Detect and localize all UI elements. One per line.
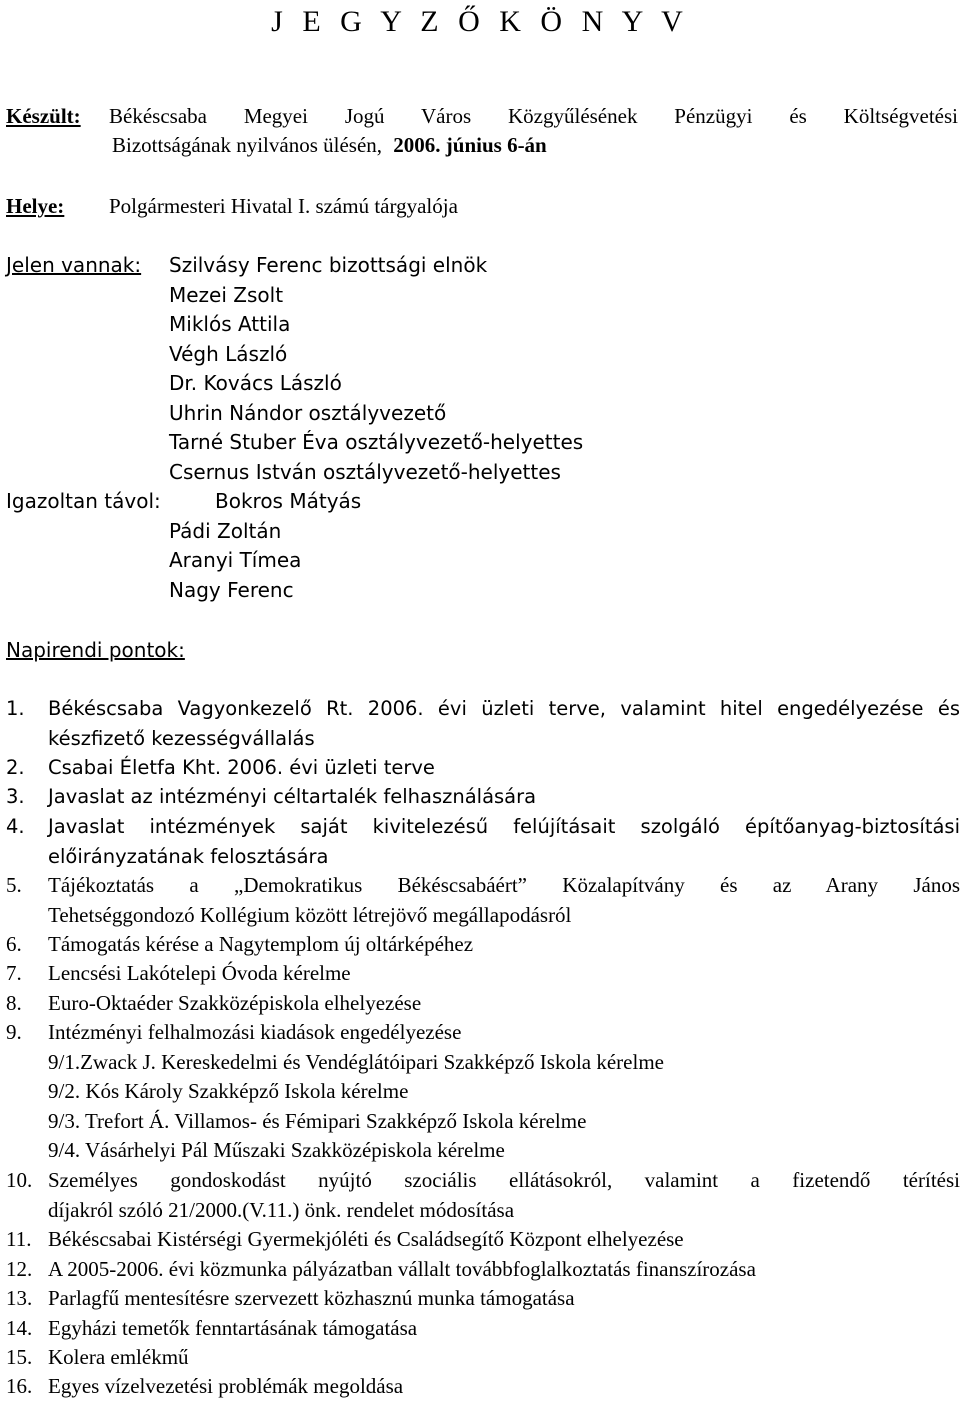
agenda-item-number: 1. [6,697,25,720]
agenda-item-number: 3. [6,785,25,808]
agenda-item-text: Támogatás kérése a Nagytemplom új oltárképéhez [48,932,474,956]
agenda-subitem: 9/1.Zwack J. Kereskedelmi és Vendéglátóipari Szakképző Iskola kérelme [48,1050,664,1074]
agenda-item-number: 14. [6,1316,33,1340]
meeting-date: 2006. június 6-án [393,133,547,157]
absent-member: Bokros Mátyás [215,489,362,513]
agenda-item-text: Személyes gondoskodást nyújtó szociális ellátásokról, valamint a fizetendő térítési [48,1168,960,1192]
keszult-line2 [112,131,547,161]
agenda-item-number: 7. [6,961,22,985]
agenda-item-text: A 2005-2006. évi közmunka pályázatban vállalt továbbfoglalkoztatás finanszírozása [48,1257,756,1281]
agenda-item-number: 11. [6,1227,32,1251]
present-member: Dr. Kovács László [169,371,342,395]
agenda-item [6,694,960,754]
helye-label: Helye: [6,194,65,218]
agenda-item-text: Békéscsaba Vagyonkezelő Rt. 2006. évi üzleti terve, valamint hitel engedélyezése és [48,697,960,720]
agenda-item-text: Intézményi felhalmozási kiadások engedélyezése [48,1020,462,1044]
agenda-item-number: 15. [6,1345,33,1369]
agenda-item-text: Lencsési Lakótelepi Óvoda kérelme [48,961,351,985]
agenda-item-number: 2. [6,756,25,779]
agenda-item-text: Csabai Életfa Kht. 2006. évi üzleti terve [48,756,435,779]
absent-member: Pádi Zoltán [169,519,282,543]
agenda-item-number: 4. [6,815,25,838]
agenda-item-text: Egyházi temetők fenntartásának támogatása [48,1316,418,1340]
keszult-label: Készült: [6,104,81,128]
agenda-item-text: előirányzatának felosztására [48,844,329,868]
present-member: Miklós Attila [169,312,291,336]
agenda-item-number: 8. [6,991,22,1015]
agenda-item-number: 16. [6,1374,33,1398]
agenda-item-text: készfizető kezességvállalás [48,726,315,750]
present-member: Mezei Zsolt [169,283,284,307]
helye-value: Polgármesteri Hivatal I. számú tárgyalója [109,194,458,218]
agenda-item-text: Euro-Oktaéder Szakközépiskola elhelyezése [48,991,422,1015]
agenda-item-number: 13. [6,1286,33,1310]
agenda-item-text: Parlagfű mentesítésre szervezett közhasznú munka támogatása [48,1286,575,1310]
agenda-item-text: díjakról szóló 21/2000.(V.11.) önk. rendelet módosítása [48,1197,515,1222]
jelen-label: Jelen vannak: [6,253,142,277]
absent-member: Aranyi Tímea [169,548,302,572]
present-member: Szilvásy Ferenc bizottsági elnök [169,253,488,277]
agenda-subitem: 9/2. Kós Károly Szakképző Iskola kérelme [48,1079,409,1103]
agenda-item-text: Javaslat intézmények saját kivitelezésű felújításait szolgáló építőanyag-biztosítási [48,815,960,838]
agenda-subitem: 9/4. Vásárhelyi Pál Műszaki Szakközépiskola kérelme [48,1138,505,1162]
tavol-label: Igazoltan távol: [6,489,161,513]
napirend-label: Napirendi pontok: [6,638,185,662]
agenda-item-text: Tehetséggondozó Kollégium között létrejövő megállapodásról [48,902,572,927]
agenda-item-number: 10. [6,1168,33,1192]
agenda-item-number: 12. [6,1257,33,1281]
present-member: Uhrin Nándor osztályvezető [169,401,447,425]
agenda-item-number: 5. [6,873,22,897]
agenda-item-text: Békéscsabai Kistérségi Gyermekjóléti és Családsegítő Központ elhelyezése [48,1227,684,1251]
agenda-item-text: Javaslat az intézményi céltartalék felhasználására [48,785,537,808]
absent-member: Nagy Ferenc [169,578,294,602]
present-member: Végh László [169,342,288,366]
agenda-item-text: Egyes vízelvezetési problémák megoldása [48,1374,404,1398]
present-member: Tarné Stuber Éva osztályvezető-helyettes [169,430,584,454]
agenda-item-number: 6. [6,932,22,956]
keszult-line2-prefix: Bizottságának nyilvános ülésén, [112,133,383,157]
keszult-line1: Békéscsaba Megyei Jogú Város Közgyűlésének Pénzügyi és Költségvetési [109,104,958,128]
agenda-item-text: Kolera emlékmű [48,1345,189,1369]
document-title: J E G Y Z Ő K Ö N Y V [271,5,689,38]
present-member: Csernus István osztályvezető-helyettes [169,460,561,484]
agenda-item-number: 9. [6,1020,22,1044]
agenda-item-text: Tájékoztatás a „Demokratikus Békéscsabáért” Közalapítvány és az Arany János [48,873,960,897]
agenda-subitem: 9/3. Trefort Á. Villamos- és Fémipari Szakképző Iskola kérelme [48,1109,587,1133]
